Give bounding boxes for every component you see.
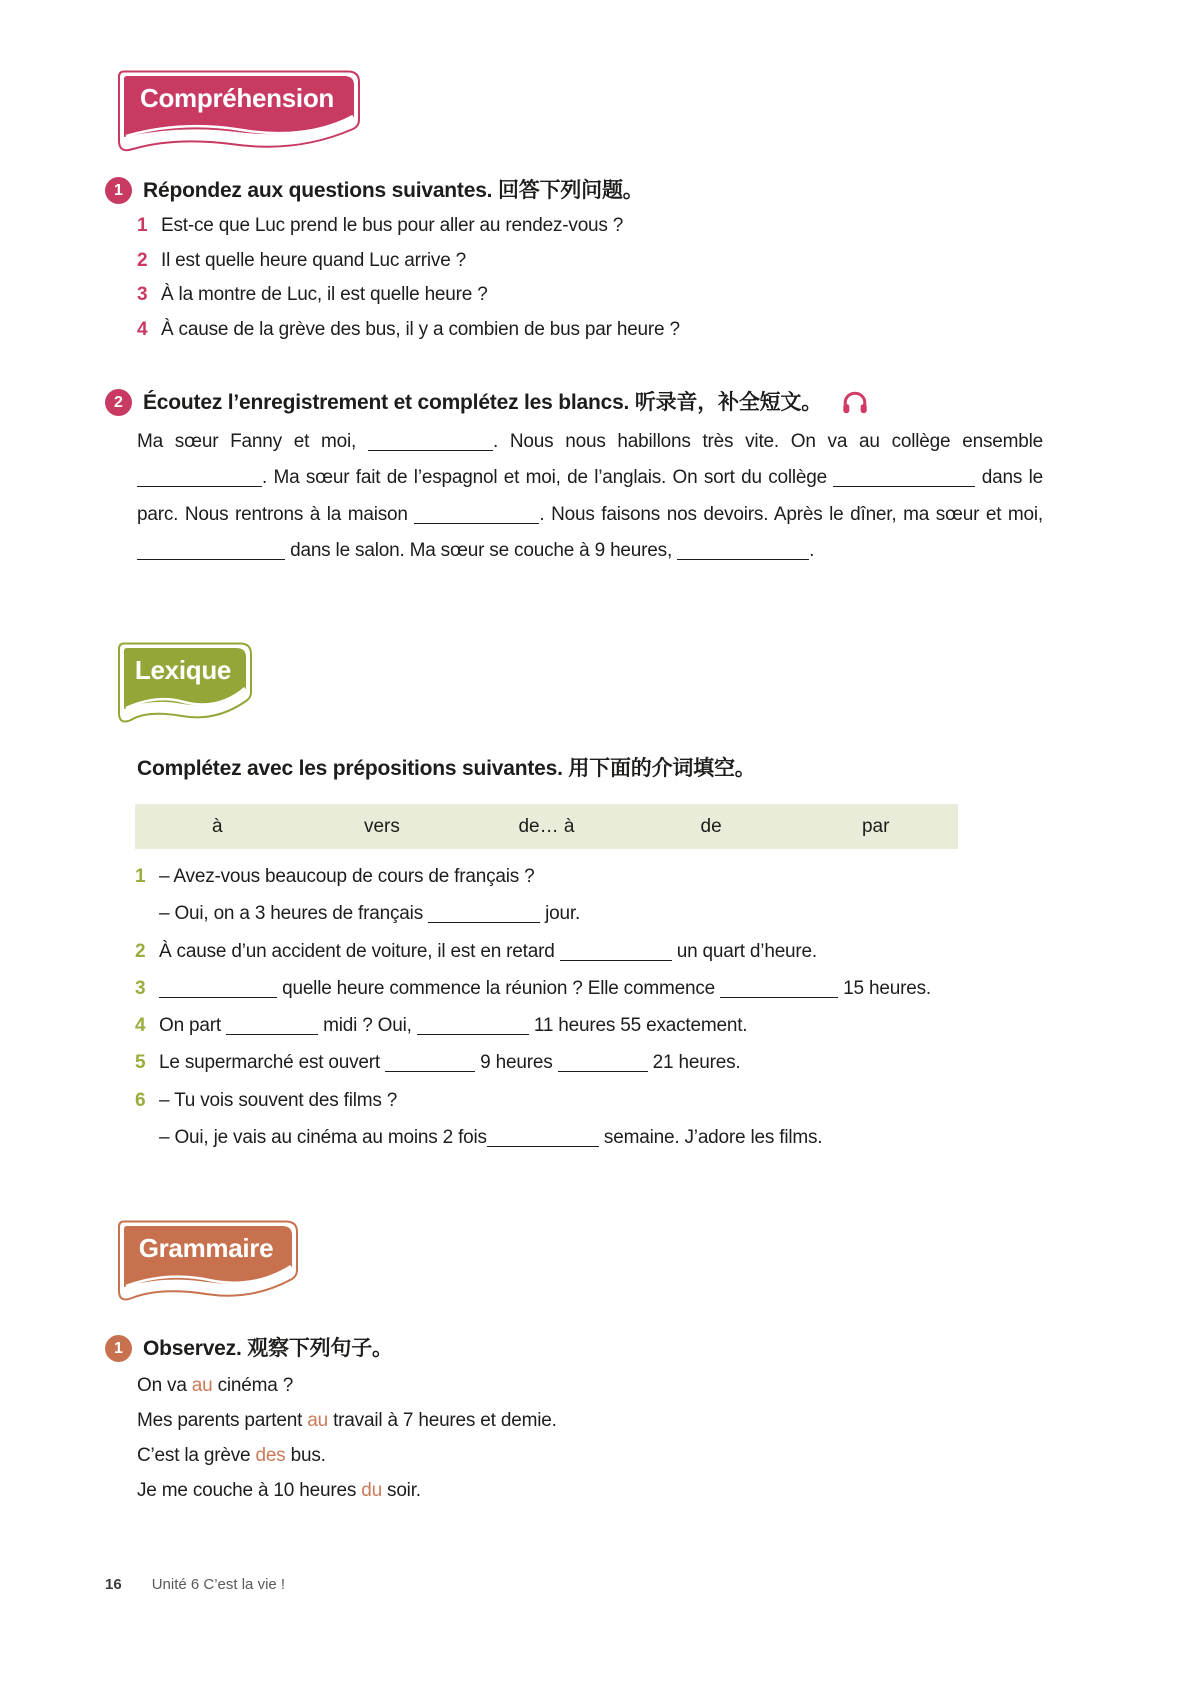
question-row: [137, 313, 1077, 348]
section-title: Lexique: [134, 655, 232, 685]
item-number: 6: [135, 1089, 146, 1111]
word-bank-item: vers: [363, 815, 400, 837]
item-text: Le supermarché est ouvert 9 heures 21 heures.: [159, 1052, 741, 1074]
section-badge-comprehension: [112, 70, 362, 154]
example-sentence: Mes parents partent au travail à 7 heures et demie.: [137, 1410, 557, 1431]
section-title: Grammaire: [138, 1233, 274, 1263]
word-bank-item: à: [212, 815, 223, 837]
item-text: – Oui, je vais au cinéma au moins 2 fois semaine. J’adore les films.: [159, 1127, 823, 1149]
highlighted-word: au: [191, 1375, 213, 1396]
highlighted-word: au: [307, 1410, 328, 1431]
item-number: 1: [135, 866, 146, 887]
item-number: [135, 1119, 159, 1156]
lexique-row: [135, 1119, 1095, 1156]
item-text: quelle heure commence la réunion ? Elle commence 15 heures.: [159, 970, 931, 1007]
exercise-1-heading: [105, 176, 1085, 205]
lexique-row: [135, 858, 1095, 895]
word-bank-item: de… à: [518, 815, 575, 837]
exercise-title: Répondez aux questions suivantes. 回答下列问题。: [143, 179, 644, 202]
lexique-item-list: [135, 858, 1095, 1156]
cloze-paragraph: Ma sœur Fanny et moi, . Nous nous habillons très vite. On va au collège ensemble . Ma sœur fait de l’espagnol et moi, de l’anglais. On sort du collège dans le parc. Nous rentrons à la maison . Nous faisons nos devoirs. Après le dîner, ma sœur et moi, dans le salon. Ma sœur se couche à 9 heures, .: [137, 431, 1043, 562]
blank-line: [428, 909, 540, 923]
lexique-row: [135, 895, 1095, 932]
section-badge-lexique: [112, 642, 254, 726]
highlighted-word: des: [255, 1445, 286, 1466]
exercise-number-badge: 1: [105, 1335, 132, 1362]
lexique-row: [135, 1082, 1095, 1119]
blank-line: [137, 473, 262, 487]
highlighted-word: du: [361, 1480, 382, 1501]
section-title: Compréhension: [139, 83, 334, 113]
question-number: 4: [137, 318, 148, 340]
blank-line: [720, 984, 838, 998]
lexique-row: [135, 1007, 1095, 1044]
question-text: À cause de la grève des bus, il y a combien de bus par heure ?: [161, 318, 680, 340]
item-number: 2: [135, 940, 146, 962]
section-badge-grammaire: [112, 1220, 300, 1304]
question-list: [137, 209, 1077, 347]
question-number: 2: [137, 249, 148, 271]
exercise-title: Observez. 观察下列句子。: [143, 1337, 393, 1360]
exercise-number-badge: 2: [105, 389, 132, 416]
example-sentence: On va au cinéma ?: [137, 1375, 294, 1396]
question-number: 1: [137, 215, 148, 236]
lexique-row: [135, 970, 1095, 1007]
word-bank-item: de: [700, 815, 722, 837]
item-text: – Avez-vous beaucoup de cours de français ?: [159, 866, 535, 887]
lexique-row: [135, 1044, 1095, 1081]
exercise-2-heading: [105, 388, 1105, 417]
grammaire-exercise-heading: [105, 1334, 805, 1363]
item-text: À cause d’un accident de voiture, il est en retard un quart d’heure.: [159, 940, 817, 962]
example-sentence: Je me couche à 10 heures du soir.: [137, 1480, 421, 1501]
question-text: À la montre de Luc, il est quelle heure ?: [161, 284, 488, 306]
blank-line: [385, 1058, 475, 1072]
blank-line: [677, 546, 809, 560]
question-row: [137, 209, 1077, 244]
blank-line: [137, 546, 285, 560]
item-number: 5: [135, 1052, 146, 1074]
headphones-icon: [842, 391, 868, 415]
item-text: – Tu vois souvent des films ?: [159, 1089, 398, 1111]
blank-line: [560, 947, 672, 961]
item-number: [135, 895, 159, 932]
blank-line: [417, 1021, 529, 1035]
word-bank: [135, 804, 958, 849]
item-text: On part midi ? Oui, 11 heures 55 exactement.: [159, 1015, 748, 1037]
exercise-title: Écoutez l’enregistrement et complétez les blancs. 听录音，补全短文。: [143, 391, 823, 414]
blank-line: [833, 473, 975, 487]
exercise-number-badge: 1: [105, 177, 132, 204]
blank-line: [487, 1133, 599, 1147]
blank-line: [368, 437, 493, 451]
blank-line: [226, 1021, 318, 1035]
blank-line: [414, 510, 539, 524]
question-text: Est-ce que Luc prend le bus pour aller au rendez-vous ?: [161, 215, 624, 236]
page-number: 16: [105, 1576, 122, 1593]
lexique-instruction: Complétez avec les prépositions suivantes. 用下面的介词填空。: [137, 757, 756, 780]
word-bank-item: par: [861, 815, 890, 837]
question-row: [137, 278, 1077, 313]
blank-line: [159, 984, 277, 998]
book-title: Unité 6 C’est la vie !: [151, 1576, 286, 1593]
question-text: Il est quelle heure quand Luc arrive ?: [161, 249, 467, 271]
item-text: – Oui, on a 3 heures de français jour.: [159, 903, 581, 925]
question-number: 3: [137, 284, 148, 306]
item-number: 4: [135, 1015, 146, 1037]
page-footer: [105, 1576, 285, 1593]
item-number: 3: [135, 977, 146, 999]
example-sentence: C’est la grève des bus.: [137, 1445, 326, 1466]
example-sentences: [137, 1368, 937, 1508]
question-row: [137, 244, 1077, 279]
lexique-row: [135, 933, 1095, 970]
blank-line: [558, 1058, 648, 1072]
